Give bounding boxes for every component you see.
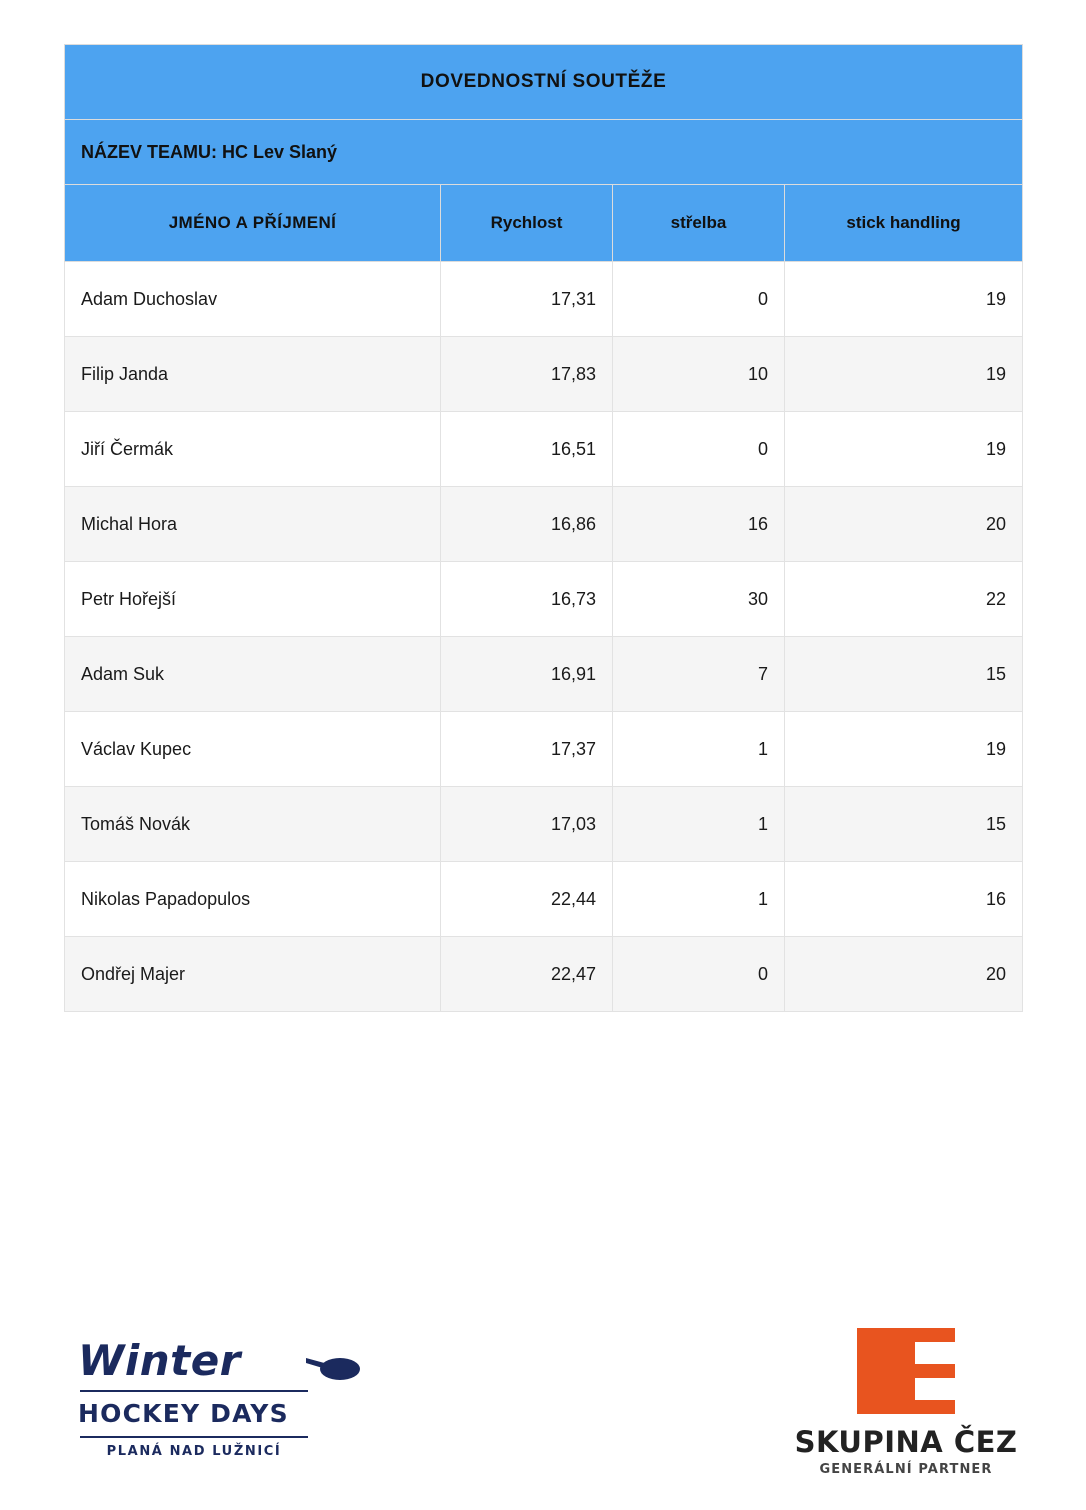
player-stick-handling: 20 — [785, 487, 1023, 562]
winter-hockey-days-logo — [78, 1338, 378, 1488]
column-header-row — [65, 185, 1023, 262]
column-header-strelba: střelba — [613, 185, 785, 262]
player-stick-handling: 19 — [785, 337, 1023, 412]
skills-results-table — [64, 44, 1023, 1012]
player-rychlost: 22,47 — [441, 937, 613, 1012]
player-name: Filip Janda — [65, 337, 441, 412]
player-stick-handling: 19 — [785, 412, 1023, 487]
player-rychlost: 16,91 — [441, 637, 613, 712]
player-stick-handling: 19 — [785, 712, 1023, 787]
player-name: Adam Suk — [65, 637, 441, 712]
player-rychlost: 17,03 — [441, 787, 613, 862]
team-name-row — [65, 120, 1023, 185]
document-title: DOVEDNOSTNÍ SOUTĚŽE — [65, 45, 1023, 120]
cez-logo-subtitle: GENERÁLNÍ PARTNER — [819, 1462, 993, 1477]
player-stick-handling: 19 — [785, 262, 1023, 337]
player-strelba: 7 — [613, 637, 785, 712]
column-header-rychlost: Rychlost — [441, 185, 613, 262]
player-stick-handling: 15 — [785, 637, 1023, 712]
player-strelba: 0 — [613, 937, 785, 1012]
player-stick-handling: 16 — [785, 862, 1023, 937]
table-row — [65, 637, 1023, 712]
winter-logo-place: PLANÁ NAD LUŽNICÍ — [106, 1444, 282, 1459]
player-rychlost: 16,73 — [441, 562, 613, 637]
winter-logo-subtitle: HOCKEY DAYS — [78, 1399, 289, 1428]
table-row — [65, 562, 1023, 637]
player-rychlost: 17,31 — [441, 262, 613, 337]
player-strelba: 16 — [613, 487, 785, 562]
column-header-name: JMÉNO A PŘÍJMENÍ — [65, 185, 441, 262]
player-strelba: 1 — [613, 787, 785, 862]
table-row — [65, 862, 1023, 937]
player-name: Nikolas Papadopulos — [65, 862, 441, 937]
player-rychlost: 16,86 — [441, 487, 613, 562]
player-strelba: 1 — [613, 712, 785, 787]
table-row — [65, 412, 1023, 487]
player-rychlost: 16,51 — [441, 412, 613, 487]
player-name: Adam Duchoslav — [65, 262, 441, 337]
player-rychlost: 17,83 — [441, 337, 613, 412]
logo-divider-bottom — [80, 1436, 308, 1438]
player-name: Václav Kupec — [65, 712, 441, 787]
player-stick-handling: 22 — [785, 562, 1023, 637]
logo-divider-top — [80, 1390, 308, 1392]
player-strelba: 0 — [613, 412, 785, 487]
results-sheet — [64, 44, 1022, 1012]
column-header-stick-handling: stick handling — [785, 185, 1023, 262]
table-row — [65, 937, 1023, 1012]
player-name: Michal Hora — [65, 487, 441, 562]
player-name: Petr Hořejší — [65, 562, 441, 637]
cez-logo-name: SKUPINA ČEZ — [794, 1425, 1018, 1459]
table-title-row — [65, 45, 1023, 120]
player-name: Jiří Čermák — [65, 412, 441, 487]
table-row — [65, 262, 1023, 337]
player-strelba: 0 — [613, 262, 785, 337]
table-row — [65, 487, 1023, 562]
hockey-puck-icon — [306, 1352, 368, 1386]
player-strelba: 30 — [613, 562, 785, 637]
table-body — [65, 262, 1023, 1012]
player-name: Ondřej Majer — [65, 937, 441, 1012]
player-rychlost: 22,44 — [441, 862, 613, 937]
player-rychlost: 17,37 — [441, 712, 613, 787]
table-row — [65, 787, 1023, 862]
winter-logo-word: Winter — [78, 1336, 241, 1385]
cez-group-logo — [790, 1328, 1022, 1503]
player-strelba: 10 — [613, 337, 785, 412]
table-row — [65, 712, 1023, 787]
team-name: NÁZEV TEAMU: HC Lev Slaný — [65, 120, 1023, 185]
footer — [0, 1320, 1086, 1510]
player-name: Tomáš Novák — [65, 787, 441, 862]
player-stick-handling: 15 — [785, 787, 1023, 862]
player-stick-handling: 20 — [785, 937, 1023, 1012]
cez-mark-icon — [857, 1328, 955, 1414]
player-strelba: 1 — [613, 862, 785, 937]
table-row — [65, 337, 1023, 412]
